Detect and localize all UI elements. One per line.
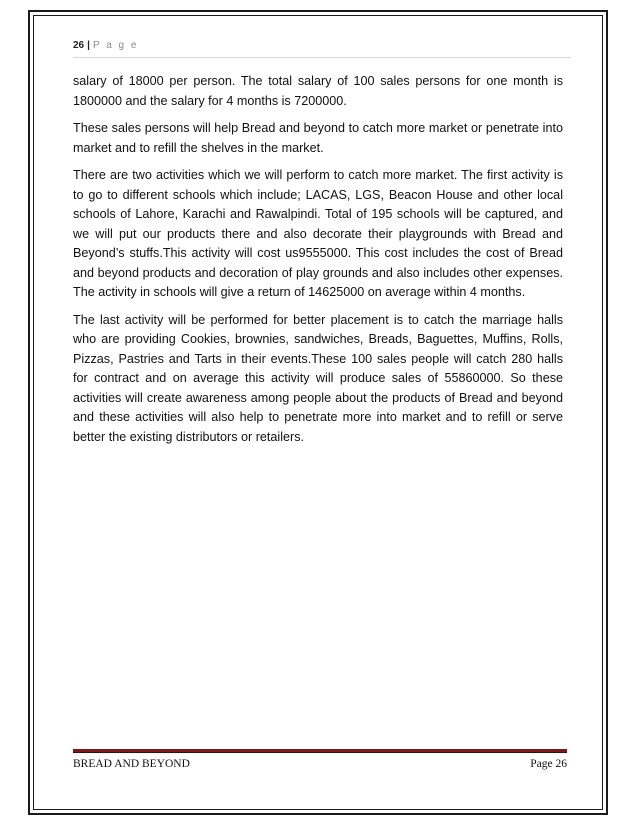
header-page-word: P a g e: [92, 40, 139, 51]
page-header: [73, 40, 571, 58]
paragraph-marriage-halls: The last activity will be performed for better placement is to catch the marriage halls who are providing Cookies, brownies, sandwiches, Breads, Baguettes, Muffins, Rolls, Pizzas, Pastries and Tarts in their events.These 100 sales people will catch 280 halls for contract and on average this activity will produce sales of 55860000. So these activities will create awareness among people about the products of Bread and beyond and these activities will also help to penetrate more into market and to refill or serve better the existing distributors or retailers.: [73, 312, 563, 444]
footer-title: BREAD AND BEYOND: [73, 758, 190, 770]
footer-page-label: Page 26: [530, 758, 567, 770]
header-page-number: 26: [73, 40, 85, 51]
header-separator: |: [87, 40, 90, 51]
paragraph-sales-persons: These sales persons will help Bread and beyond to catch more market or penetrate into market and to refill the shelves in the market.: [73, 121, 563, 155]
document-body: [73, 72, 563, 455]
paragraph-school-activity: There are two activities which we will perform to catch more market. The first activity is to go to different schools which include; LACAS, LGS, Beacon House and other local schools of Lahore, Karachi and Rawalpindi. Total of 195 schools will be captured, and we will put our products there and also decorate their playgrounds with Bread and Beyond’s stuffs.This activity will cost us9555000. This cost includes the cost of Bread and beyond products and decoration of play grounds and also includes other expenses. The activity in schools will give a return of 14625000 on average within 4 months.: [73, 168, 563, 299]
footer-rule: [73, 749, 567, 753]
paragraph-salary: salary of 18000 per person. The total salary of 100 sales persons for one month is 1800000 and the salary for 4 months is 7200000.: [73, 74, 563, 108]
